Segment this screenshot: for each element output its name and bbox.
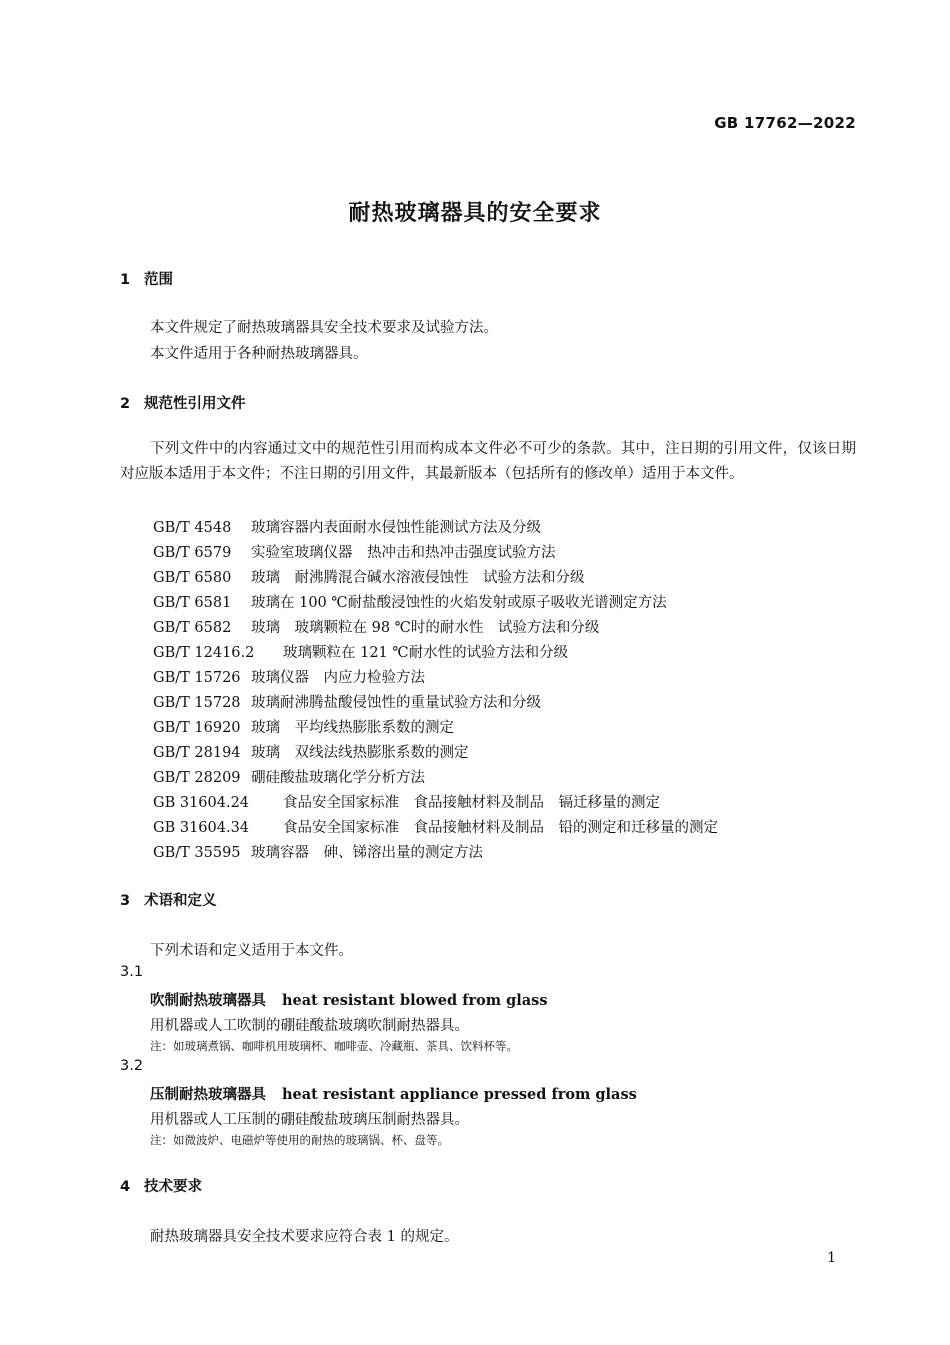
reference-item bbox=[153, 566, 585, 587]
reference-title: 食品安全国家标准 食品接触材料及制品 镉迁移量的测定 bbox=[283, 795, 660, 811]
reference-title: 硼硅酸盐玻璃化学分析方法 bbox=[251, 770, 425, 786]
reference-title: 玻璃耐沸腾盐酸侵蚀性的重量试验方法和分级 bbox=[251, 695, 541, 711]
reference-title: 食品安全国家标准 食品接触材料及制品 铅的测定和迁移量的测定 bbox=[283, 820, 718, 836]
reference-code: GB/T 4548 bbox=[153, 520, 232, 536]
terms-intro: 下列术语和定义适用于本文件。 bbox=[150, 943, 353, 959]
term-3-1-english: heat resistant blowed from glass bbox=[282, 992, 548, 1009]
reference-item bbox=[153, 816, 718, 837]
reference-item bbox=[153, 691, 541, 712]
scope-paragraph-2: 本文件适用于各种耐热玻璃器具。 bbox=[150, 346, 368, 362]
reference-title: 玻璃 双线法线热膨胀系数的测定 bbox=[251, 745, 469, 761]
term-3-2-chinese: 压制耐热玻璃器具 bbox=[150, 1087, 266, 1103]
reference-title: 玻璃在 100 ℃耐盐酸浸蚀性的火焰发射或原子吸收光谱测定方法 bbox=[251, 595, 667, 611]
term-3-1-definition: 用机器或人工吹制的硼硅酸盐玻璃吹制耐热器具。 bbox=[150, 1018, 469, 1034]
reference-title: 玻璃 平均线热膨胀系数的测定 bbox=[251, 720, 454, 736]
reference-code: GB/T 6579 bbox=[153, 545, 232, 561]
reference-item bbox=[153, 741, 469, 762]
section-4-heading bbox=[120, 1175, 202, 1196]
reference-code: GB/T 6581 bbox=[153, 595, 232, 611]
term-3-1-chinese: 吹制耐热玻璃器具 bbox=[150, 993, 266, 1009]
reference-code: GB/T 15726 bbox=[153, 670, 241, 686]
reference-item bbox=[153, 666, 425, 687]
term-3-2-number: 3.2 bbox=[120, 1058, 144, 1074]
reference-item bbox=[153, 841, 483, 862]
section-2-heading bbox=[120, 392, 246, 413]
section-2-number: 2 bbox=[120, 396, 131, 412]
section-4-title: 技术要求 bbox=[144, 1179, 202, 1195]
section-3-heading bbox=[120, 889, 217, 910]
reference-code: GB 31604.24 bbox=[153, 795, 250, 811]
reference-item bbox=[153, 791, 660, 812]
technical-requirements-paragraph: 耐热玻璃器具安全技术要求应符合表 1 的规定。 bbox=[150, 1229, 459, 1245]
reference-title: 玻璃颗粒在 121 ℃耐水性的试验方法和分级 bbox=[283, 645, 569, 661]
reference-code: GB/T 6582 bbox=[153, 620, 232, 636]
normative-references-intro: 下列文件中的内容通过文中的规范性引用而构成本文件必不可少的条款。其中，注日期的引用文件，仅该日期对应版本适用于本文件；不注日期的引用文件，其最新版本（包括所有的修改单）适用于本文件。 bbox=[120, 441, 856, 482]
section-3-number: 3 bbox=[120, 893, 131, 909]
section-4-number: 4 bbox=[120, 1179, 131, 1195]
reference-code: GB/T 16920 bbox=[153, 720, 241, 736]
page-number: 1 bbox=[827, 1250, 836, 1266]
reference-code: GB/T 35595 bbox=[153, 845, 241, 861]
reference-code: GB/T 12416.2 bbox=[153, 645, 255, 661]
scope-paragraph-1: 本文件规定了耐热玻璃器具安全技术要求及试验方法。 bbox=[150, 320, 498, 336]
reference-item bbox=[153, 766, 425, 787]
reference-title: 实验室玻璃仪器 热冲击和热冲击强度试验方法 bbox=[251, 545, 556, 561]
term-3-1-note: 注：如玻璃煮锅、咖啡机用玻璃杯、咖啡壶、冷藏瓶、茶具、饮料杯等。 bbox=[150, 1039, 518, 1053]
section-1-title: 范围 bbox=[144, 272, 173, 288]
reference-code: GB/T 6580 bbox=[153, 570, 232, 586]
term-3-2-definition: 用机器或人工压制的硼硅酸盐玻璃压制耐热器具。 bbox=[150, 1112, 469, 1128]
reference-item bbox=[153, 541, 556, 562]
reference-item bbox=[153, 716, 454, 737]
reference-item bbox=[153, 641, 568, 662]
reference-code: GB/T 15728 bbox=[153, 695, 241, 711]
reference-title: 玻璃 玻璃颗粒在 98 ℃时的耐水性 试验方法和分级 bbox=[251, 620, 600, 636]
reference-title: 玻璃 耐沸腾混合碱水溶液侵蚀性 试验方法和分级 bbox=[251, 570, 585, 586]
reference-title: 玻璃容器内表面耐水侵蚀性能测试方法及分级 bbox=[251, 520, 541, 536]
document-title: 耐热玻璃器具的安全要求 bbox=[348, 201, 602, 226]
section-1-number: 1 bbox=[120, 272, 131, 288]
reference-item bbox=[153, 591, 667, 612]
term-3-2 bbox=[150, 1083, 637, 1104]
reference-item bbox=[153, 516, 541, 537]
reference-title: 玻璃容器 砷、锑溶出量的测定方法 bbox=[251, 845, 483, 861]
standard-code: GB 17762—2022 bbox=[714, 114, 856, 132]
term-3-1-number: 3.1 bbox=[120, 964, 144, 980]
section-3-title: 术语和定义 bbox=[144, 893, 217, 909]
section-1-heading bbox=[120, 268, 173, 289]
term-3-1 bbox=[150, 989, 548, 1010]
reference-code: GB/T 28194 bbox=[153, 745, 241, 761]
section-2-title: 规范性引用文件 bbox=[144, 396, 246, 412]
reference-title: 玻璃仪器 内应力检验方法 bbox=[251, 670, 425, 686]
term-3-2-note: 注：如微波炉、电磁炉等使用的耐热的玻璃锅、杯、盘等。 bbox=[150, 1133, 449, 1147]
term-3-2-english: heat resistant appliance pressed from glass bbox=[282, 1086, 637, 1103]
reference-code: GB/T 28209 bbox=[153, 770, 241, 786]
reference-item bbox=[153, 616, 599, 637]
reference-code: GB 31604.34 bbox=[153, 820, 250, 836]
